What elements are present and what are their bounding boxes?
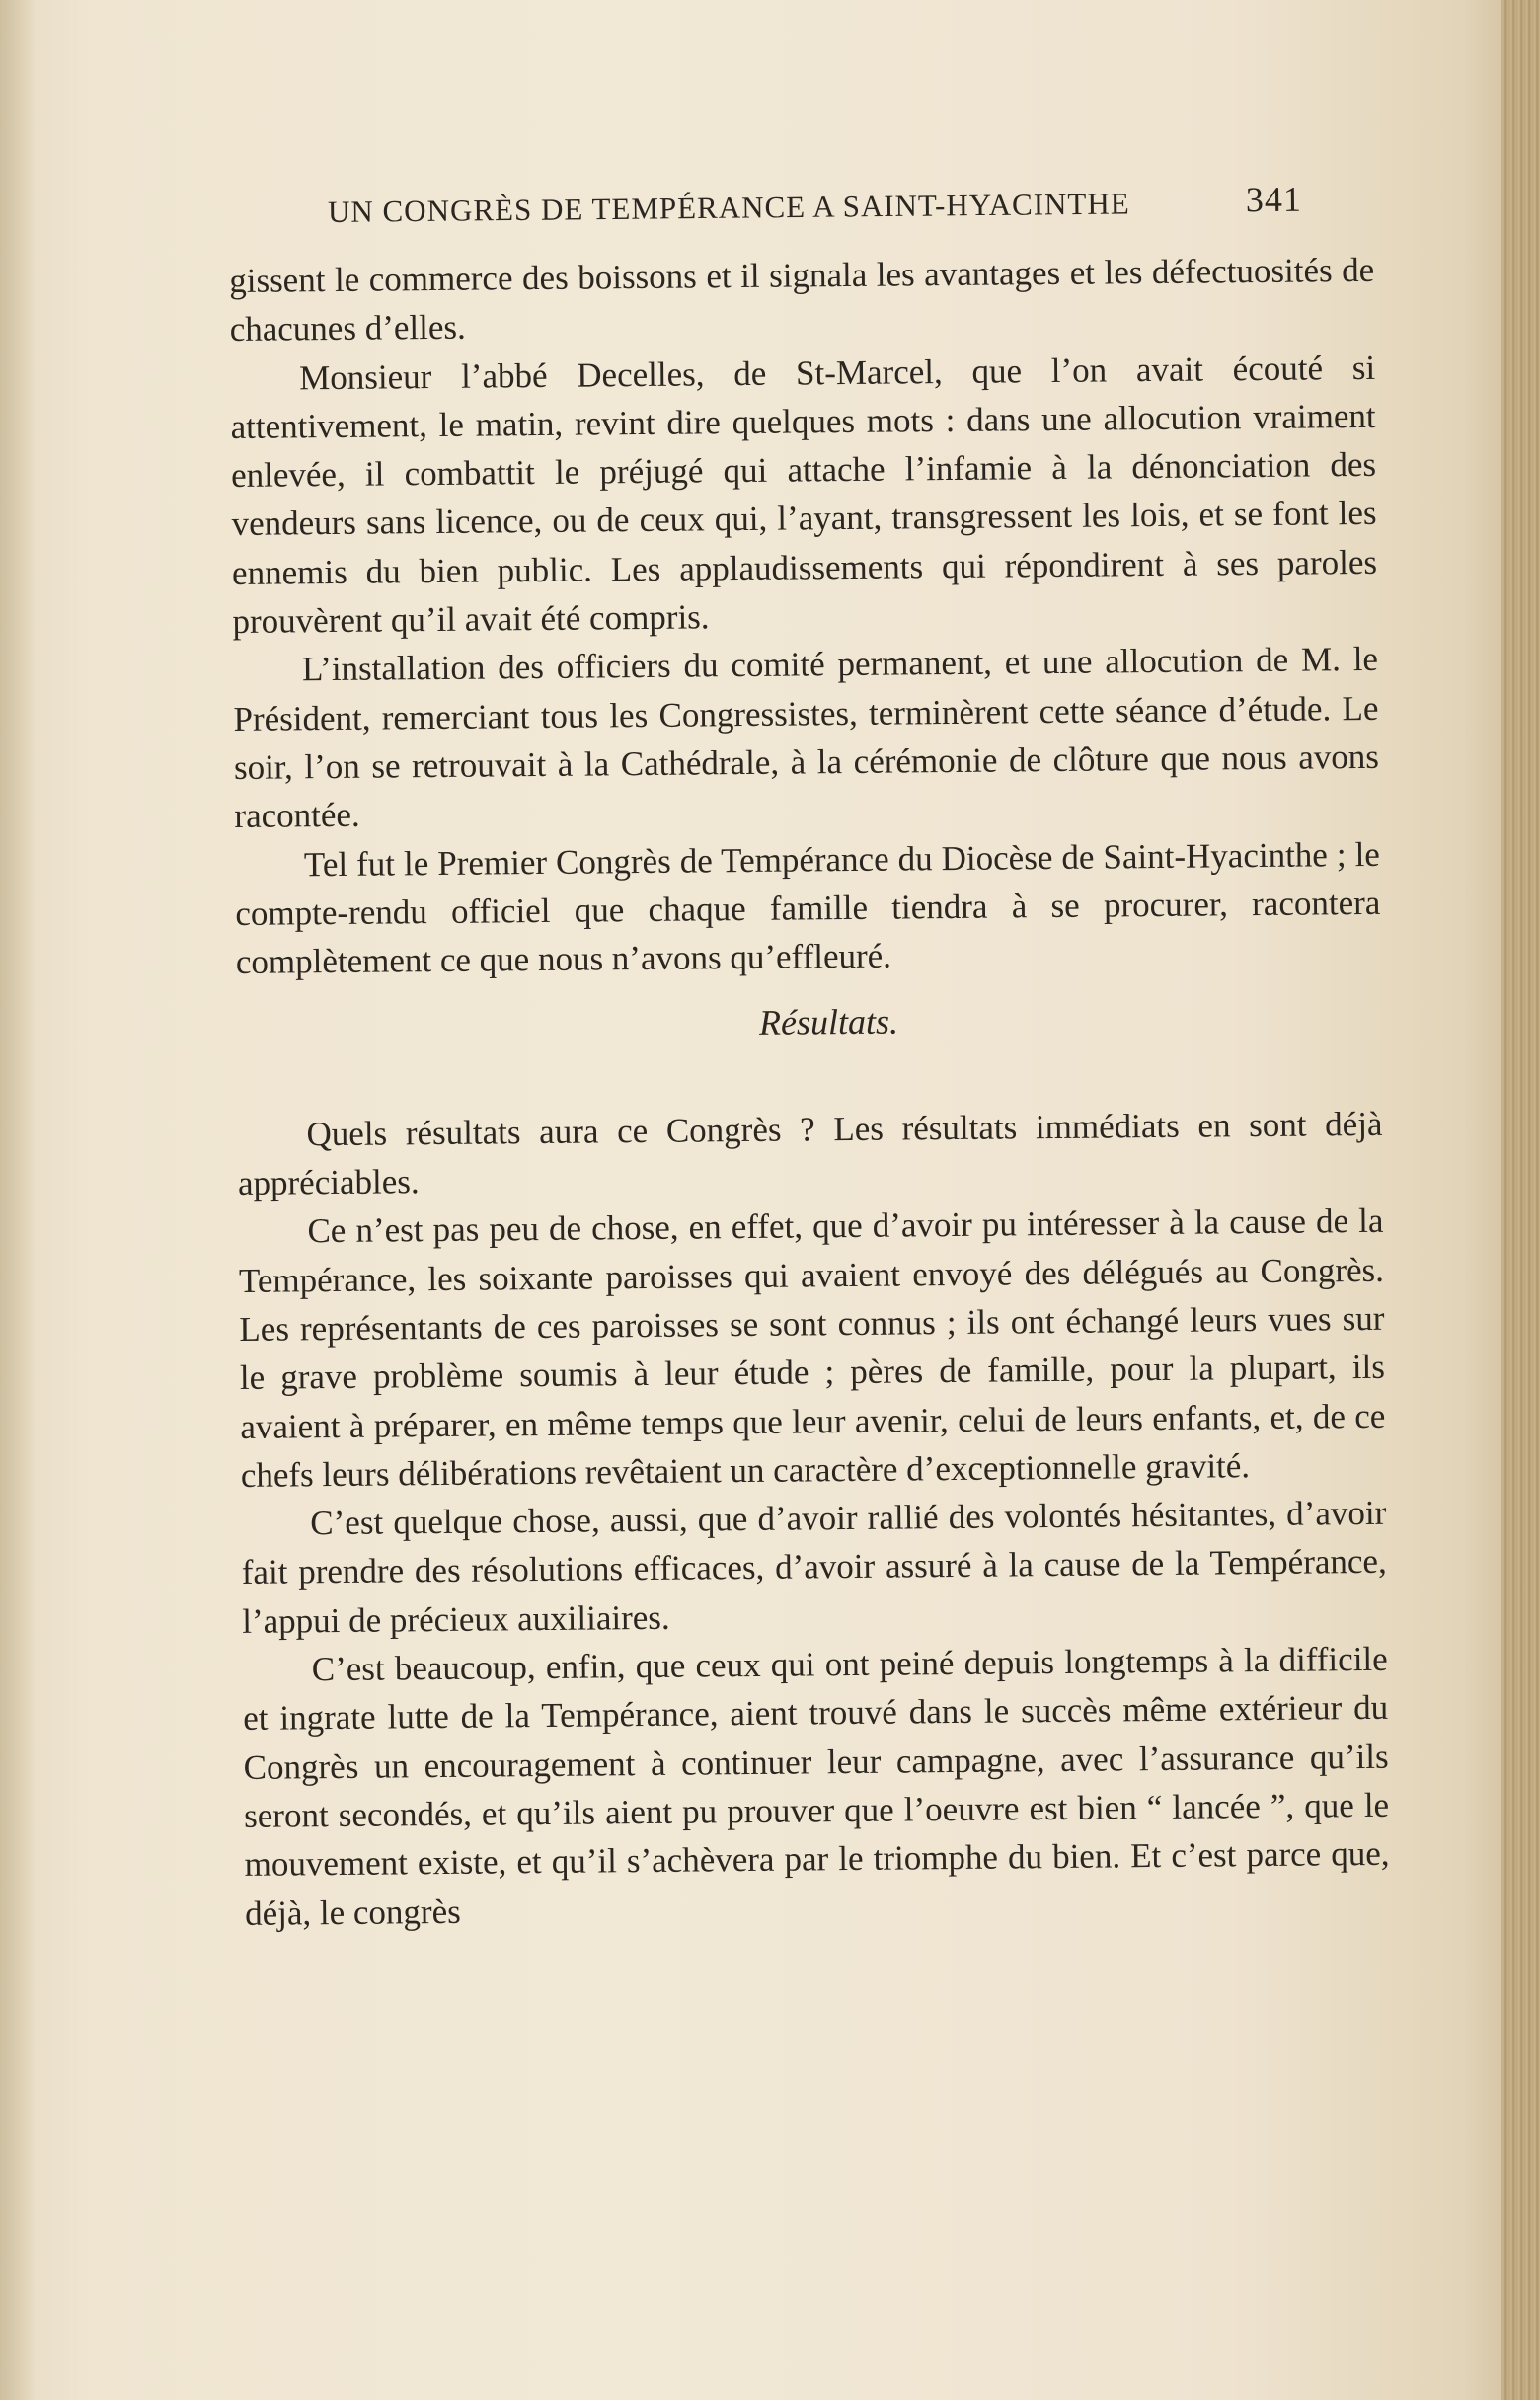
- paragraph: gissent le commerce des boissons et il signala les avantages et les défectuosités de chacunes d’elles.: [229, 250, 1375, 349]
- running-title: UN CONGRÈS DE TEMPÉRANCE A SAINT-HYACINTHE: [327, 186, 1130, 229]
- paragraph: Quels résultats aura ce Congrès ? Les résultats immédiats en sont déjà appréciables.: [237, 1104, 1383, 1203]
- page-gutter-shadow: [0, 0, 36, 2400]
- paragraph: Tel fut le Premier Congrès de Tempérance du Diocèse de Saint-Hyacinthe ; le compte-rendu officiel que chaque famille tiendra à se procurer, racontera complètement ce que nous n’avons qu’effleuré.: [235, 834, 1381, 982]
- running-head: [229, 166, 1375, 247]
- section-heading: Résultats.: [758, 1001, 899, 1044]
- paragraph: Monsieur l’abbé Decelles, de St-Marcel, que l’on avait écouté si attentivement, le matin, revint dire quelques mots : dans une allocution vraiment enlevée, il combattit le préjugé qui attache l’infamie à la dénonciation des vendeurs sans licence, ou de ceux qui, l’ayant, transgressent les lois, et se font les ennemis du bien public. Les applaudissements qui répondirent à ses paroles prouvèrent qu’il avait été compris.: [230, 348, 1378, 642]
- paragraph: L’installation des officiers du comité permanent, et une allocution de M. le Président, remerciant tous les Congressistes, terminèrent cette séance d’étude. Le soir, l’on se retrouvait à la Cathédrale, à la cérémonie de clôture que nous avons racontée.: [233, 640, 1380, 836]
- body-text: [229, 246, 1390, 1938]
- paragraph: C’est quelque chose, aussi, que d’avoir rallié des volontés hésitantes, d’avoir fait prendre des résolutions efficaces, d’avoir assuré à la cause de la Tempérance, l’appui de précieux auxiliaires.: [241, 1493, 1387, 1641]
- page-content: [229, 178, 1390, 1938]
- page-number: 341: [1245, 179, 1303, 220]
- page-stack-edge: [1501, 0, 1540, 2400]
- paragraph: C’est beaucoup, enfin, que ceux qui ont peiné depuis longtemps à la difficile et ingrate lutte de la Tempérance, aient trouvé dans le succès même extérieur du Congrès un encouragement à continuer leur campagne, avec l’assurance qu’ils seront secondés, et qu’ils aient pu prouver que l’oeuvre est bien “ lancée ”, que le mouvement existe, et qu’il s’achèvera par le triomphe du bien. Et c’est parce que, déjà, le congrès: [243, 1639, 1390, 1933]
- paragraph: Ce n’est pas peu de chose, en effet, que d’avoir pu intéresser à la cause de la Tempérance, les soixante paroisses qui avaient envoyé des délégués au Congrès. Les représentants de ces paroisses se sont connus ; ils ont échangé leurs vues sur le grave problème soumis à leur étude ; pères de famille, pour la plupart, ils avaient à préparer, en même temps que leur avenir, celui de leurs enfants, et, de ce chefs leurs délibérations revêtaient un caractère d’exceptionnelle gravité.: [238, 1201, 1386, 1495]
